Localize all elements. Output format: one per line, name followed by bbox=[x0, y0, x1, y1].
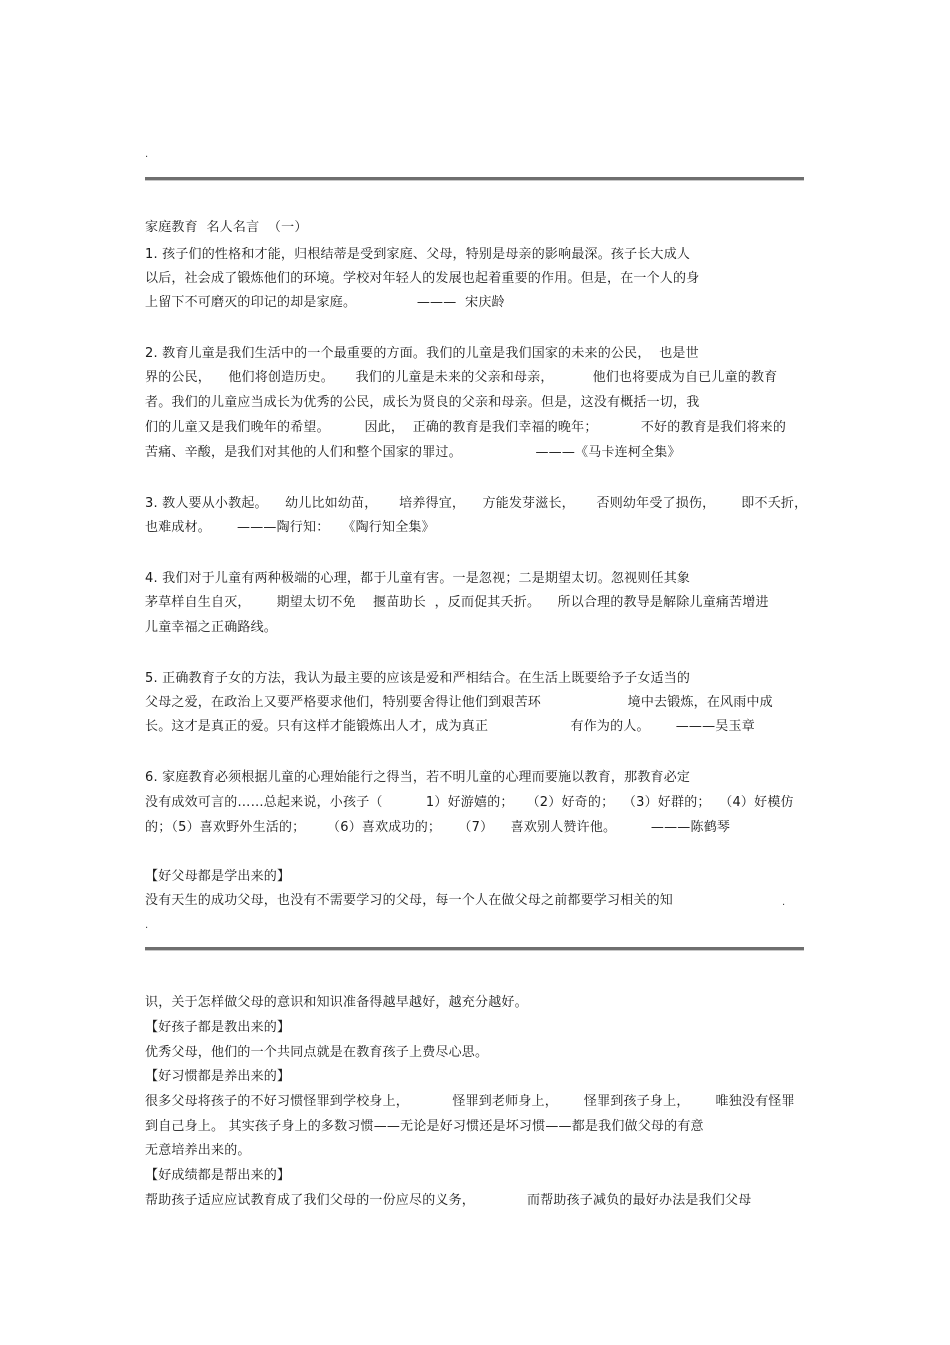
body-line: 到自己身上。 其实孩子身上的多数习惯——无论是好习惯还是坏习惯——都是我们做父母的有意 bbox=[145, 1119, 704, 1134]
page-break-rule bbox=[145, 947, 804, 951]
quote-line: 上留下不可磨灭的印记的却是家庭。 ——— 宋庆龄 bbox=[145, 295, 505, 310]
quote-line: 父母之爱，在政治上又要严格要求他们，特别要舍得让他们到艰苦环 境中去锻炼，在风雨中成 bbox=[145, 695, 773, 710]
body-line: 无意培养出来的。 bbox=[145, 1143, 251, 1158]
section-heading: 【好成绩都是帮出来的】 bbox=[145, 1168, 291, 1183]
quote-line: 以后，社会成了锻炼他们的环境。学校对年轻人的发展也起着重要的作用。但是，在一个人的身 bbox=[145, 271, 700, 286]
quote-line: 儿童幸福之正确路线。 bbox=[145, 620, 278, 635]
quote-line: 没有成效可言的……总起来说，小孩子（ 1）好游嬉的； （2）好奇的； （3）好群的； （4）好模仿 bbox=[145, 795, 794, 810]
section-heading: 【好孩子都是教出来的】 bbox=[145, 1020, 291, 1035]
quote-line: 也难成材。 ———陶行知： 《陶行知全集》 bbox=[145, 520, 435, 535]
body-line: 帮助孩子适应应试教育成了我们父母的一份应尽的义务， 而帮助孩子减负的最好办法是我们父母 bbox=[145, 1193, 752, 1208]
section-heading: 【好习惯都是养出来的】 bbox=[145, 1069, 291, 1084]
quote-line: 3. 教人要从小教起。 幼儿比如幼苗， 培养得宜， 方能发芽滋长， 否则幼年受了损伤， 即不夭折， bbox=[145, 496, 808, 511]
quote-line: 6. 家庭教育必须根据儿童的心理始能行之得当，若不明儿童的心理而要施以教育，那教育必定 bbox=[145, 770, 691, 785]
header-rule bbox=[145, 177, 804, 181]
section-heading: 【好父母都是学出来的】 bbox=[145, 869, 291, 884]
body-line: 优秀父母，他们的一个共同点就是在教育孩子上费尽心思。 bbox=[145, 1045, 489, 1060]
trailing-dot: . bbox=[782, 897, 786, 908]
quote-line: 苦痛、辛酸，是我们对其他的人们和整个国家的罪过。 ———《马卡连柯全集》 bbox=[145, 445, 681, 460]
quote-line: 4. 我们对于儿童有两种极端的心理，都于儿童有害。一是忽视；二是期望太切。忽视则任其象 bbox=[145, 571, 691, 586]
section-title: 家庭教育 名人名言 （一） bbox=[145, 220, 308, 235]
body-line: 识，关于怎样做父母的意识和知识准备得越早越好，越充分越好。 bbox=[145, 995, 528, 1010]
quote-line: 1. 孩子们的性格和才能，归根结蒂是受到家庭、父母，特别是母亲的影响最深。孩子长大成人 bbox=[145, 247, 691, 262]
quote-line: 5. 正确教育子女的方法，我认为最主要的应该是爱和严相结合。在生活上既要给予子女适当的 bbox=[145, 671, 691, 686]
quote-line: 界的公民， 他们将创造历史。 我们的儿童是未来的父亲和母亲， 他们也将要成为自已儿童的教育 bbox=[145, 370, 778, 385]
body-line: 很多父母将孩子的不好习惯怪罪到学校身上， 怪罪到老师身上， 怪罪到孩子身上， 唯独没有怪罪 bbox=[145, 1094, 795, 1109]
quote-line: 长。这才是真正的爱。只有这样才能锻炼出人才，成为真正 有作为的人。 ———吴玉章 bbox=[145, 719, 755, 734]
quote-line: 者。我们的儿童应当成长为优秀的公民，成长为贤良的父亲和母亲。但是，这没有概括一切，我 bbox=[145, 395, 700, 410]
quote-line: 茅草样自生自灭， 期望太切不免 揠苗助长 ，反而促其夭折。 所以合理的教导是解除儿童痛苦增进 bbox=[145, 595, 769, 610]
quote-line: 2. 教育儿童是我们生活中的一个最重要的方面。我们的儿童是我们国家的未来的公民， 也是世 bbox=[145, 346, 699, 361]
footer-dot: . bbox=[145, 920, 149, 931]
body-line: 没有天生的成功父母，也没有不需要学习的父母，每一个人在做父母之前都要学习相关的知 bbox=[145, 893, 674, 908]
quote-line: 的；（5）喜欢野外生活的； （6）喜欢成功的； （7） 喜欢别人赞许他。 ———陈鹤琴 bbox=[145, 820, 731, 835]
header-dot: . bbox=[145, 149, 149, 160]
quote-line: 们的儿童又是我们晚年的希望。 因此， 正确的教育是我们幸福的晚年； 不好的教育是我们将来的 bbox=[145, 420, 787, 435]
